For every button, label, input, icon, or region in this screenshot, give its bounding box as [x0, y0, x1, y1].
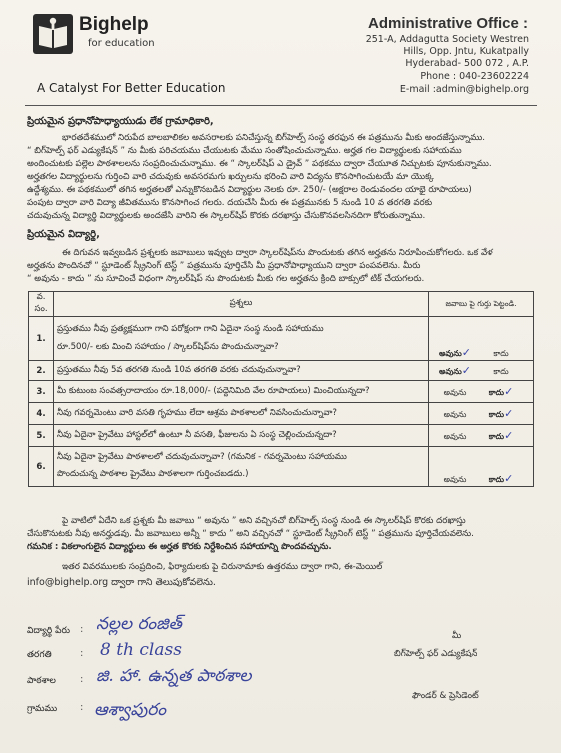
question-text: ప్రస్తుతము నీవు 5వ తరగతి నుండి 10వ తరగతి వరకు చదువుచున్నావా? — [54, 361, 429, 381]
answer-cell — [429, 381, 534, 403]
check-mark-icon: ✓ — [504, 472, 514, 485]
field-value-class[interactable]: 8 th class — [100, 640, 182, 660]
no-label: కాదు — [488, 387, 505, 397]
para2-line: ఈ దిగువన ఇవ్వబడిన ప్రశ్నలకు జవాబులు ఇవ్వుట ద్వారా స్కాలర్‌షిప్‌ను పొందుటకు తగిన అర్హతను నిరూపించుకోగలరు. ఒక వేళ — [62, 248, 493, 258]
row-number: 6. — [29, 447, 54, 487]
bighelp-logo-icon — [33, 14, 73, 54]
answer-cell — [429, 447, 534, 487]
sign-from: మీ — [452, 631, 462, 641]
no-label: కాదు — [488, 431, 505, 441]
question-text — [54, 447, 429, 487]
footer-remark: గమనిక : వికలాంగులైన విద్యార్థులు ఈ అర్హత కొరకు నిర్దేశించిన సహాయాన్ని పొందవచ్చును. — [27, 542, 332, 552]
brand-name: Bighelp — [79, 14, 149, 35]
footer-note-line: చేసుకొనుటకు నీవు అనర్హుడవు. మీ జవాబులు అన్నీ “ కాదు ” అని వచ్చినచో “ స్టూడెంట్ స్క్రీనింగ్ టెస్ట్ ” పత్రమును పూర్తిచేయవలెను. — [27, 529, 474, 539]
para1-line: భారతదేశములో నిరుపేద బాలబాలికల అవసరాలకు పనిచేస్తున్న బిగ్‌హెల్ప్ సంస్థ తరఫున ఈ పత్రమును మీకు అందజేస్తున్నాము. — [62, 133, 486, 143]
question-text: మీ కుటుంబ సంవత్సరాదాయం రూ.18,000/- (పద్దెనిమిది వేల రూపాయలు) మించియున్నదా? — [54, 381, 429, 403]
col-header-number: వ. సం. — [29, 292, 54, 317]
salutation-headmaster: ప్రియమైన ప్రధానోపాధ్యాయుడు లేక గ్రామాధికారి, — [27, 116, 214, 127]
tagline: A Catalyst For Better Education — [37, 81, 226, 95]
answer-yes[interactable] — [432, 346, 478, 360]
para1-line: ఉద్దేశ్యము. ఈ పథకములో తగిన అర్హతలతో ఎన్నుకొనబడిన విద్యార్థుల నెలకు రూ. 250/- (అక్షరాల రెండువందల యాభై రూపాయలు) — [27, 185, 472, 195]
question-line: పొందుచున్న పాఠశాల ప్రైవేటు పాఠశాలగా గుర్తించబడదు.) — [57, 469, 249, 479]
table-row — [29, 317, 534, 361]
question-line: ప్రస్తుతము నీవు ప్రత్యక్షముగా గాని పరోక్షంగా గాని ఏదైనా సంస్థ నుండి సహాయము — [57, 323, 324, 334]
row-number: 1. — [29, 317, 54, 361]
col-header-questions: ప్రశ్నలు — [54, 292, 429, 317]
no-label: కాదు — [488, 475, 505, 484]
field-colon: : — [80, 674, 84, 685]
field-colon: : — [80, 702, 84, 713]
brand-subtitle: for education — [88, 38, 155, 49]
field-value-school[interactable]: జి. హా. ఉన్నత పాఠశాల — [96, 666, 252, 686]
question-line: రూ.500/- లకు మించి సహాయం / స్కాలర్‌షిప్‌ను పొందుచున్నావా? — [57, 341, 279, 352]
answer-no[interactable] — [478, 429, 524, 443]
phone-line: Phone : 040-23602224 — [420, 71, 529, 82]
address-line: Hyderabad- 500 072 , A.P. — [405, 58, 529, 69]
no-label: కాదు — [488, 409, 505, 419]
table-row — [29, 447, 534, 487]
row-number: 4. — [29, 403, 54, 425]
field-value-student-name[interactable]: నల్లల రంజిత్ — [96, 614, 182, 634]
field-colon: : — [80, 624, 84, 635]
table-row — [29, 403, 534, 425]
answer-yes[interactable]: అవును — [443, 387, 467, 397]
check-mark-icon: ✓ — [504, 384, 514, 398]
answer-no[interactable] — [478, 407, 524, 421]
para2-line: అర్హతను పొందినచో “ స్టూడెంట్ స్క్రీనింగ్ టెస్ట్ ” పత్రమును పూర్తిచేసి మీ ప్రధానోపాధ్యాయుని ద్వారా పంపవలెను. మీరు — [27, 261, 421, 271]
para1-line: పంపుట ద్వారా వారి విద్యా జీవితమును కొనసాగించ గలరు. దయచేసి మీరు ఈ పత్రమునకు 5 నుండి 10 వ తరగతి వరకు — [27, 198, 433, 208]
para1-line: చదువుచున్న విద్యార్థి విద్యార్థులకు అందజేసి వారిని ఈ స్కాలర్‌షిప్ కొరకు దరఖాస్తు చేసుకొనవలసినదిగా కోరుతున్నాము. — [27, 211, 426, 221]
table-row — [29, 425, 534, 447]
table-header-row — [29, 292, 534, 317]
question-text: నీవు గవర్నమెంటు వారి వసతి గృహము లేదా ఆశ్రమ పాఠశాలలో నివసించుచున్నావా? — [54, 403, 429, 425]
table-row — [29, 381, 534, 403]
answer-cell — [429, 317, 534, 361]
eligibility-table — [28, 291, 534, 487]
header-divider — [25, 105, 537, 106]
question-text — [54, 317, 429, 361]
field-label-school: పాఠశాల — [27, 676, 56, 686]
answer-no[interactable]: కాదు — [493, 349, 509, 358]
row-number: 5. — [29, 425, 54, 447]
email-line: E-mail :admin@bighelp.org — [399, 84, 529, 95]
para1-line: అందించుటకు పల్లెల పాఠశాలలను సంప్రదించుచున్నాము. ఈ “ స్కాలర్‌షిప్ ఎ డ్రైవ్ ” పథకము ద్వారా చేయూత నిచ్చుటకు పూనుకున్నాము. — [27, 159, 492, 169]
field-colon: : — [80, 648, 84, 659]
answer-yes[interactable]: అవును — [443, 431, 467, 441]
row-number: 2. — [29, 361, 54, 381]
address-line: 251-A, Addagutta Society Westren — [365, 34, 529, 45]
check-mark-icon: ✓ — [504, 428, 514, 442]
field-label-student-name: విద్యార్థి పేరు — [27, 626, 70, 636]
footer-contact-line: info@bighelp.org ద్వారా గాని తెలుపుకోవలెను. — [27, 577, 216, 588]
footer-note-line: ఇతర వివరములకు సంప్రదించి, ఫిర్యాదులకు పై చిరునామాకు ఉత్తరము ద్వారా గాని, ఈ-మెయిల్ — [62, 562, 383, 572]
para1-line: “ బిగ్‌హెల్ప్ ఫర్ ఎడ్యుకేషన్ ” ను మీకు పరిచయము చేయుటకు మేము సంతోషించుచున్నాము. అర్హత గల విద్యార్థులకు సహాయము — [27, 146, 462, 156]
para2-line: “ అవును - కాదు ” ను సూచించే విధంగా స్కాలర్‌షిప్ ను పొందుటకు మీకు గల అర్హతను క్రింది బాక్సులో టిక్ చేయగలరు. — [27, 274, 425, 284]
answer-yes[interactable]: అవును — [443, 475, 467, 484]
answer-yes[interactable] — [432, 364, 478, 378]
yes-label: అవును — [439, 349, 462, 358]
field-label-village: గ్రామము — [27, 704, 58, 714]
answer-yes[interactable]: అవును — [443, 409, 467, 419]
answer-no[interactable]: కాదు — [493, 366, 509, 376]
salutation-student: ప్రియమైన విద్యార్థి, — [27, 229, 100, 240]
answer-no[interactable] — [478, 385, 524, 399]
footer-note-line: పై వాటిలో ఏదేని ఒక ప్రశ్నకు మీ జవాబు “ అవును ” అని వచ్చినచో బిగ్‌హెల్ప్ సంస్థ నుండి ఈ స్కాలర్‌షిప్ కొరకు దరఖాస్తు — [62, 516, 466, 526]
address-line: Hills, Opp. Jntu, Kukatpally — [403, 46, 529, 57]
sign-title: ఫౌండర్ & ప్రెసిడెంట్ — [412, 691, 479, 701]
field-label-class: తరగతి — [27, 650, 52, 660]
answer-cell — [429, 425, 534, 447]
field-value-village[interactable]: ఆశ్వాపురం — [94, 700, 167, 720]
check-mark-icon: ✓ — [504, 406, 514, 420]
answer-no[interactable] — [478, 472, 524, 486]
question-line: నీవు ఏదైనా ప్రైవేటు పాఠశాలలో చదువుచున్నావా? (గమనిక - గవర్నమెంటు సహాయము — [57, 452, 347, 462]
answer-cell — [429, 403, 534, 425]
table-row — [29, 361, 534, 381]
check-mark-icon: ✓ — [461, 363, 471, 377]
row-number: 3. — [29, 381, 54, 403]
office-title: Administrative Office : — [368, 15, 529, 32]
answer-cell — [429, 361, 534, 381]
check-mark-icon: ✓ — [461, 346, 471, 359]
col-header-answer: జవాబు పై గుర్తు పెట్టండి. — [429, 292, 534, 317]
yes-label: అవును — [439, 366, 462, 376]
para1-line: అర్హతగల విద్యార్థులను గుర్తించి వారి చదువుకు అవసరమగు ఖర్చులను భరించి వారి విద్యను కొనసాగించుటయే మా యొక్క — [27, 172, 434, 182]
question-text: నీవు ఏదైనా ప్రైవేటు హాస్టల్‌లో ఉంటూ నీ వసతి, ఫీజులను ఏ సంస్థ చెల్లించుచున్నదా? — [54, 425, 429, 447]
sign-organization: బిగ్‌హెల్ప్ ఫర్ ఎడ్యుకేషన్ — [394, 649, 478, 659]
